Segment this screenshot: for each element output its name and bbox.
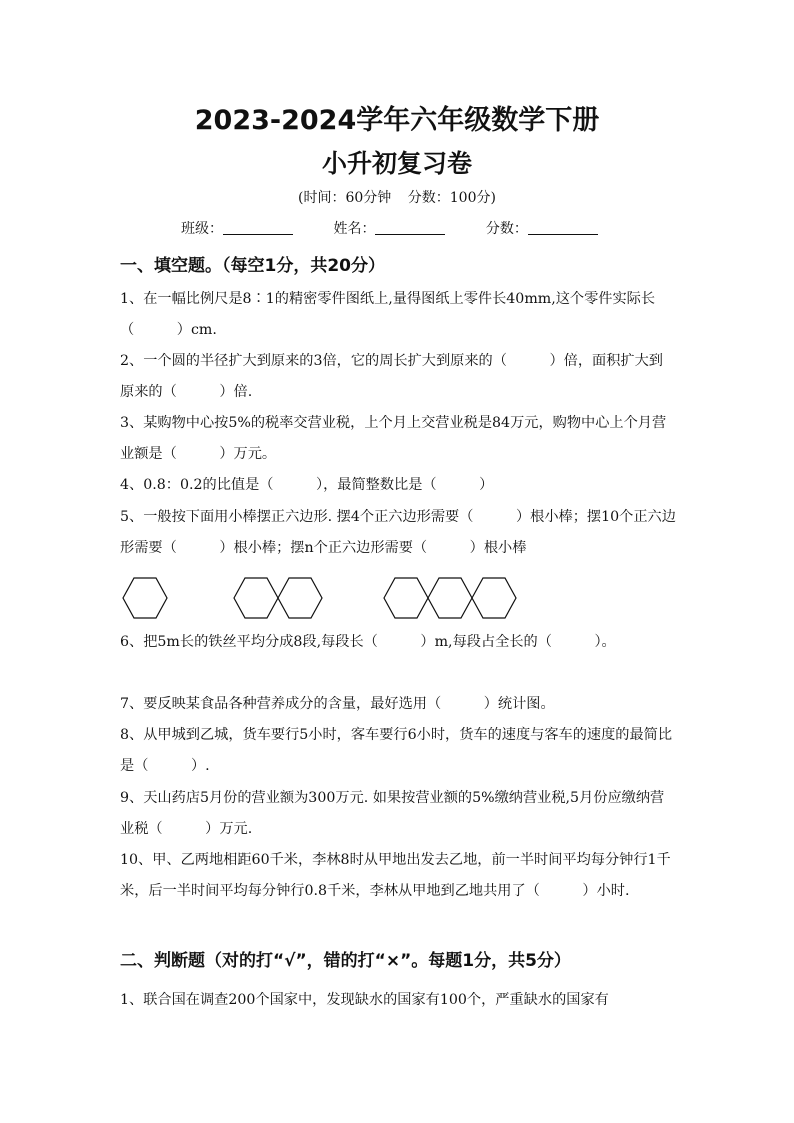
score-label: 分数： <box>485 221 528 237</box>
hexagon-pair-2 <box>278 578 322 618</box>
question-1-6: 6、把5m长的铁丝平均分成8段,每段长（ ）m,每段占全长的（ ）。 <box>120 634 616 650</box>
hexagon-pair-1 <box>234 578 278 618</box>
score-field[interactable] <box>528 220 598 235</box>
student-info-row <box>181 218 598 238</box>
question-1-7: 7、要反映某食品各种营养成分的含量，最好选用（ ）统计图。 <box>120 696 555 712</box>
name-label: 姓名： <box>333 221 376 237</box>
question-2-1: 1、联合国在调查200个国家中，发现缺水的国家有100个，严重缺水的国家有 <box>120 992 609 1008</box>
hexagon-figure <box>118 572 538 624</box>
score-info: 分数：100分) <box>407 190 496 206</box>
name-field[interactable] <box>375 220 445 235</box>
section-heading-fill-blank: 一、填空题。（每空1分，共20分） <box>120 256 385 276</box>
question-1-3: 3、某购物中心按5%的税率交营业税，上个月上交营业税是84万元，购物中心上个月营业额是（ ）万元。 <box>120 415 667 462</box>
hexagon-triple-1 <box>384 578 428 618</box>
question-1-8: 8、从甲城到乙城，货车要行5小时，客车要行6小时，货车的速度与客车的速度的最简比是（ ）. <box>120 727 673 774</box>
question-1-1: 1、在一幅比例尺是8∶1的精密零件图纸上,量得图纸上零件长40mm,这个零件实际长（ ）cm. <box>120 291 656 338</box>
hexagon-triple-3 <box>472 578 516 618</box>
question-1-5: 5、一般按下面用小棒摆正六边形. 摆4个正六边形需要（ ）根小棒；摆10个正六边形需要（ ）根小棒；摆n个正六边形需要（ ）根小棒 <box>120 509 676 556</box>
section-heading-true-false: 二、判断题（对的打“√”，错的打“×”。每题1分，共5分） <box>120 951 571 971</box>
page-title: 2023-2024学年六年级数学下册 <box>194 105 600 136</box>
question-1-9: 9、天山药店5月份的营业额为300万元. 如果按营业额的5%缴纳营业税,5月份应缴纳营业税（ ）万元. <box>120 790 665 837</box>
time-info: (时间：60分钟 <box>298 190 392 206</box>
hexagon-single <box>123 578 167 618</box>
page-subtitle: 小升初复习卷 <box>321 149 472 178</box>
exam-meta <box>0 187 794 207</box>
question-1-2: 2、一个圆的半径扩大到原来的3倍，它的周长扩大到原来的（ ）倍，面积扩大到原来的（ ）倍. <box>120 353 663 400</box>
hexagon-triple-2 <box>428 578 472 618</box>
class-field[interactable] <box>223 220 293 235</box>
question-1-4: 4、0.8：0.2的比值是（ ），最简整数比是（ ） <box>120 477 494 493</box>
class-label: 班级： <box>181 221 223 237</box>
question-1-10: 10、甲、乙两地相距60千米，李林8时从甲地出发去乙地，前一半时间平均每分钟行1千米，后一半时间平均每分钟行0.8千米，李林从甲地到乙地共用了（ ）小时. <box>120 852 671 899</box>
